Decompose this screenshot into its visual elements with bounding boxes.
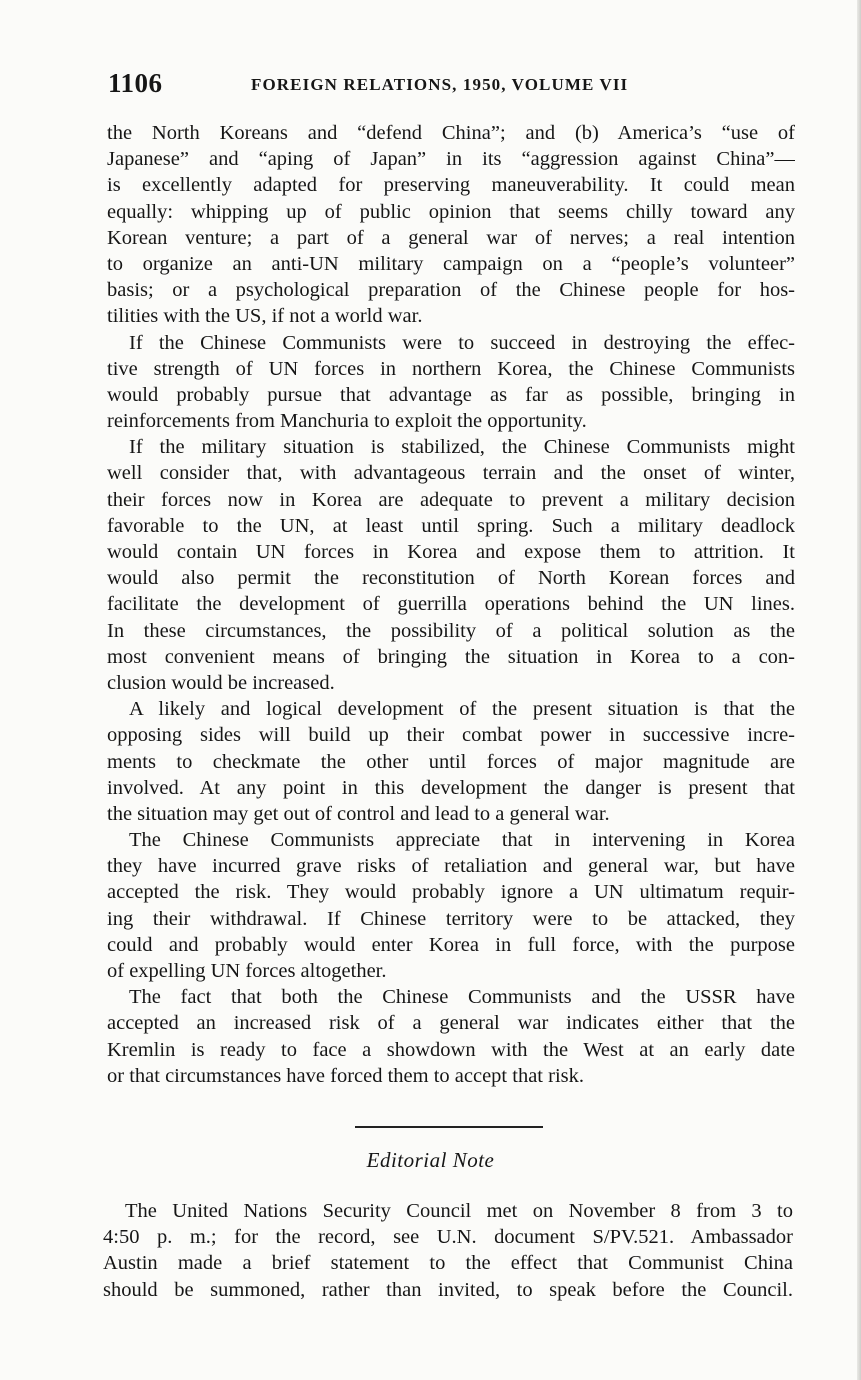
text-line: could and probably would enter Korea in full force, with the purpose	[107, 933, 795, 956]
text-line: would probably pursue that advantage as far as possible, bringing in	[107, 383, 795, 406]
text-line: reinforcements from Manchuria to exploit the opportunity.	[107, 410, 587, 433]
text-line: The United Nations Security Council met on November 8 from 3 to	[125, 1200, 793, 1222]
text-line: The Chinese Communists appreciate that in intervening in Korea	[129, 829, 795, 852]
text-line: basis; or a psychological preparation of the Chinese people for hos-	[107, 279, 795, 302]
text-line: the North Koreans and “defend China”; and (b) America’s “use of	[107, 122, 795, 144]
text-line: to organize an anti-UN military campaign on a “people’s volunteer”	[107, 252, 795, 275]
text-line: the situation may get out of control and lead to a general war.	[107, 802, 610, 825]
text-line: The fact that both the Chinese Communists and the USSR have	[129, 986, 795, 1009]
editorial-note-title: Editorial Note	[366, 1148, 495, 1172]
text-line: their forces now in Korea are adequate to prevent a military decision	[107, 488, 795, 511]
text-line: Japanese” and “aping of Japan” in its “aggression against China”—	[107, 148, 795, 171]
text-line: is excellently adapted for preserving maneuverability. It could mean	[107, 174, 795, 197]
text-line: clusion would be increased.	[107, 671, 335, 694]
section-divider	[355, 1126, 543, 1128]
text-line: facilitate the development of guerrilla operations behind the UN lines.	[107, 593, 795, 616]
text-line: Korean venture; a part of a general war of nerves; a real intention	[107, 226, 795, 249]
running-head	[108, 68, 798, 102]
text-line: accepted the risk. They would probably ignore a UN ultimatum requir-	[107, 881, 795, 904]
text-line: would also permit the reconstitution of North Korean forces and	[107, 567, 795, 590]
text-line: most convenient means of bringing the situation in Korea to a con-	[107, 645, 795, 668]
text-line: of expelling UN forces altogether.	[107, 960, 387, 982]
text-line: would contain UN forces in Korea and expose them to attrition. It	[107, 541, 795, 563]
text-line: A likely and logical development of the present situation is that the	[129, 698, 795, 721]
text-line: equally: whipping up of public opinion that seems chilly toward any	[107, 200, 795, 223]
text-line: tilities with the US, if not a world war.	[107, 305, 423, 328]
body-text	[107, 120, 795, 1089]
running-head-title: FOREIGN RELATIONS, 1950, VOLUME VII	[251, 75, 629, 94]
text-line: well consider that, with advantageous terrain and the onset of winter,	[107, 462, 795, 485]
text-line: accepted an increased risk of a general war indicates either that the	[107, 1012, 795, 1035]
text-line: If the Chinese Communists were to succeed in destroying the effec-	[129, 331, 795, 354]
page-number: 1106	[108, 68, 163, 98]
text-line: Austin made a brief statement to the effect that Communist China	[103, 1252, 793, 1275]
text-line: should be summoned, rather than invited, to speak before the Council.	[103, 1278, 793, 1301]
text-line: or that circumstances have forced them to accept that risk.	[107, 1064, 584, 1087]
text-line: 4:50 p. m.; for the record, see U.N. document S/PV.521. Ambassador	[103, 1226, 793, 1249]
text-line: If the military situation is stabilized, the Chinese Communists might	[129, 436, 795, 459]
text-line: involved. At any point in this development the danger is present that	[107, 776, 795, 799]
text-line: ing their withdrawal. If Chinese territory were to be attacked, they	[107, 907, 795, 930]
text-line: opposing sides will build up their combat power in successive incre-	[107, 724, 795, 747]
text-line: they have incurred grave risks of retaliation and general war, but have	[107, 855, 795, 878]
text-line: tive strength of UN forces in northern Korea, the Chinese Communists	[107, 357, 795, 380]
text-line: In these circumstances, the possibility of a political solution as the	[107, 619, 795, 642]
text-line: favorable to the UN, at least until spring. Such a military deadlock	[107, 514, 795, 537]
page-edge	[857, 0, 861, 1380]
text-line: Kremlin is ready to face a showdown with the West at an early date	[107, 1038, 795, 1061]
text-line: ments to checkmate the other until forces of major magnitude are	[107, 750, 795, 773]
editorial-note-text	[103, 1198, 793, 1303]
